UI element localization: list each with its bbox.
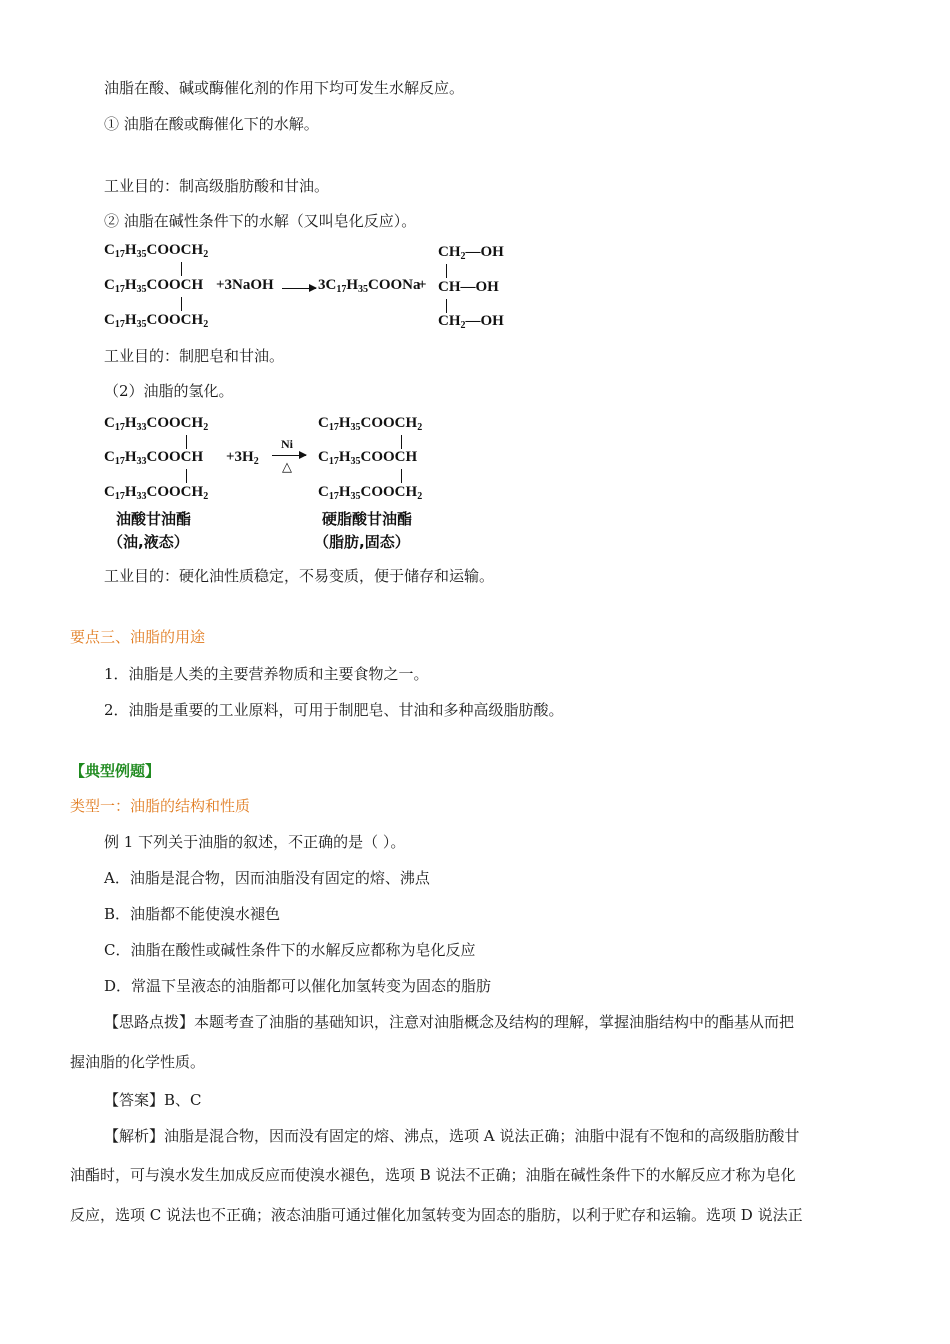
reactant-row-3: $C_{17}H_{35}COOCH_2$ [104, 312, 209, 330]
glycerol-row-3: $CH_2—OH$ [438, 313, 504, 331]
industrial-purpose-3: 工业目的：硬化油性质稳定，不易变质，便于储存和运输。 [104, 567, 495, 585]
examples-heading: 【典型例题】 [70, 762, 161, 780]
glycerol-row-1: $CH_2—OH$ [438, 244, 504, 262]
product-state: （脂肪,固态） [314, 533, 410, 551]
option-d: D．常温下呈液态的油脂都可以催化加氢转变为固态的脂肪 [104, 977, 492, 995]
bond-line [181, 297, 182, 311]
bond-line [401, 469, 402, 483]
alkaline-hydrolysis-text: ② 油脂在碱性条件下的水解（又叫皂化反应）。 [104, 212, 417, 230]
reactant-row-2: $C_{17}H_{35}COOCH$ [104, 277, 204, 295]
hydrogenation-text: （2）油脂的氢化。 [104, 382, 234, 400]
bond-line [401, 435, 402, 449]
heat-symbol: △ [282, 459, 292, 474]
use-item-2: 2．油脂是重要的工业原料，可用于制肥皂、甘油和多种高级脂肪酸。 [104, 701, 564, 719]
oleic-row-1: $C_{17}H_{33}COOCH_2$ [104, 415, 209, 433]
analysis-line-1: 【解析】油脂是混合物，因而没有固定的熔、沸点，选项 A 说法正确；油脂中混有不饱和的高级脂肪酸甘 [104, 1127, 800, 1145]
soap-product: $3C_{17}H_{35}COONa$ [318, 277, 421, 295]
oleic-row-2: $C_{17}H_{33}COOCH$ [104, 449, 204, 467]
hint-line-2: 握油脂的化学性质。 [70, 1053, 206, 1071]
type-1-title: 类型一：油脂的结构和性质 [70, 797, 251, 815]
glycerol-row-2: CH—OH [438, 279, 499, 295]
plus-sign: + [418, 277, 427, 293]
industrial-purpose-2: 工业目的：制肥皂和甘油。 [104, 347, 285, 365]
bond-line [181, 262, 182, 276]
example-1-question: 例 1 下列关于油脂的叙述，不正确的是（ ）。 [104, 833, 406, 851]
hint-line-1: 【思路点拨】本题考查了油脂的基础知识，注意对油脂概念及结构的理解，掌握油脂结构中的酯基从而把 [104, 1013, 795, 1031]
bond-line [446, 299, 447, 313]
intro-text: 油脂在酸、碱或酶催化剂的作用下均可发生水解反应。 [104, 79, 465, 97]
stearic-row-2: $C_{17}H_{35}COOCH$ [318, 449, 418, 467]
reactant-row-1: $C_{17}H_{35}COOCH_2$ [104, 242, 209, 260]
catalyst-label: Ni [281, 437, 293, 451]
analysis-line-3: 反应，选项 C 说法也不正确；液态油脂可通过催化加氢转变为固态的脂肪，以利于贮存和运输。选项 D 说法正 [70, 1206, 803, 1224]
oleic-row-3: $C_{17}H_{33}COOCH_2$ [104, 484, 209, 502]
answer-text: 【答案】B、C [104, 1091, 202, 1109]
option-c: C．油脂在酸性或碱性条件下的水解反应都称为皂化反应 [104, 941, 476, 959]
option-a: A．油脂是混合物，因而油脂没有固定的熔、沸点 [104, 869, 430, 887]
section-3-title: 要点三、油脂的用途 [70, 628, 206, 646]
stearic-row-1: $C_{17}H_{35}COOCH_2$ [318, 415, 423, 433]
analysis-line-2: 油酯时，可与溴水发生加成反应而使溴水褪色，选项 B 说法不正确；油脂在碱性条件下的水解反应才称为皂化 [70, 1166, 796, 1184]
bond-line [446, 264, 447, 278]
product-name: 硬脂酸甘油酯 [322, 510, 413, 528]
option-b: B．油脂都不能使溴水褪色 [104, 905, 281, 923]
reactant-state: （油,液态） [108, 533, 189, 551]
use-item-1: 1．油脂是人类的主要营养物质和主要食物之一。 [104, 665, 429, 683]
reactant-name: 油酸甘油酯 [116, 510, 192, 528]
naoh-reagent: +3NaOH [216, 277, 274, 293]
hydrogen-reagent: $+3H_2$ [226, 449, 259, 467]
industrial-purpose-1: 工业目的：制高级脂肪酸和甘油。 [104, 177, 330, 195]
stearic-row-3: $C_{17}H_{35}COOCH_2$ [318, 484, 423, 502]
reaction-arrow [272, 455, 306, 456]
acid-hydrolysis-text: ① 油脂在酸或酶催化下的水解。 [104, 115, 319, 133]
bond-line [186, 469, 187, 483]
bond-line [186, 435, 187, 449]
reaction-arrow [282, 288, 316, 289]
